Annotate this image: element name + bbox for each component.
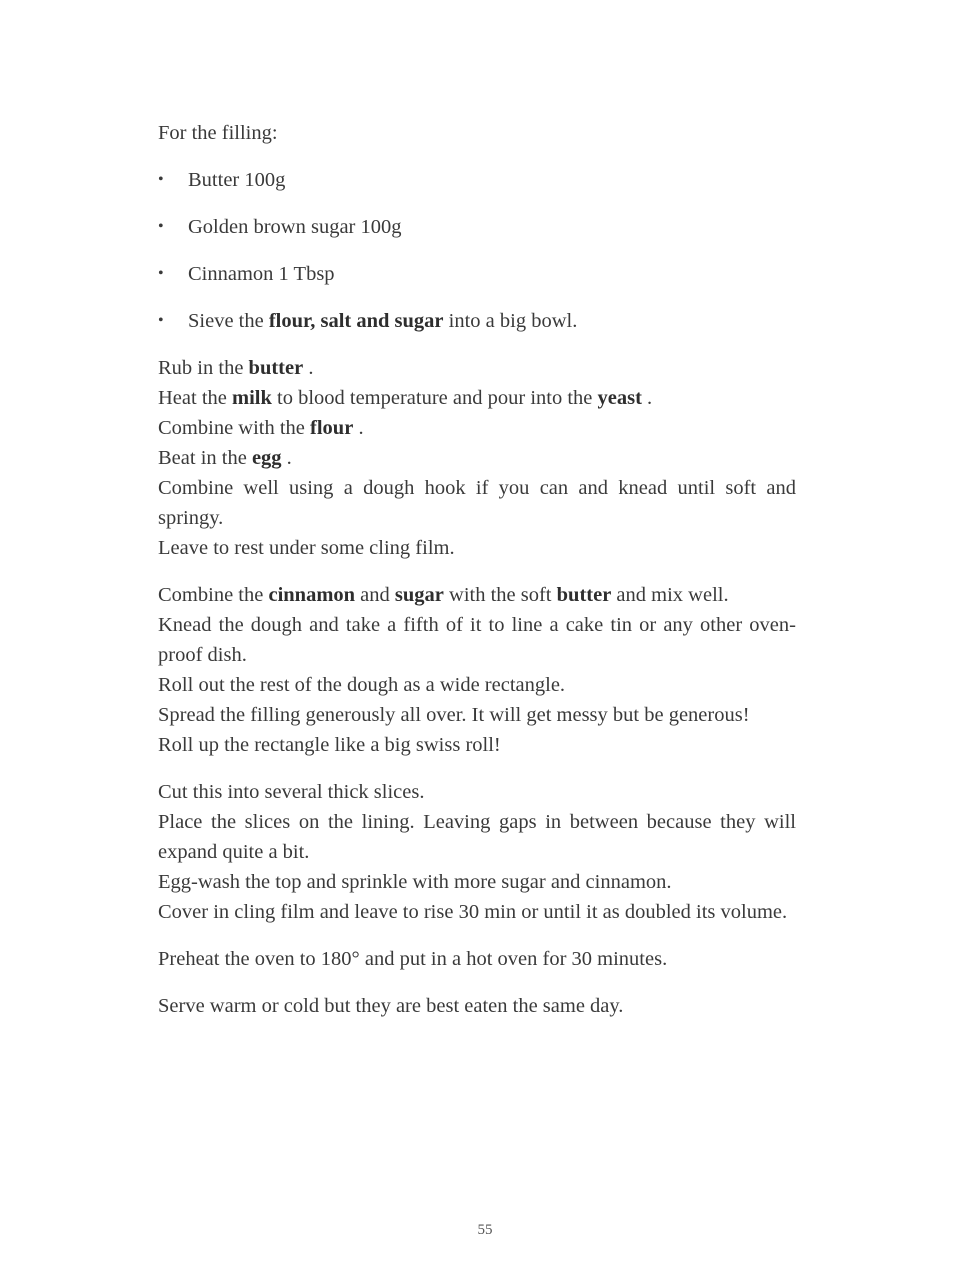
rub-step: Rub in the butter .	[158, 357, 314, 379]
preheat-step: Preheat the oven to 180° and put in a hot oven for 30 minutes.	[158, 948, 668, 970]
page-number: 55	[477, 1222, 493, 1238]
bullet-icon: •	[158, 265, 164, 282]
bullet-icon: •	[158, 171, 164, 188]
spread-step: Spread the filling generously all over. It will get messy but be generous!	[158, 704, 750, 726]
cut-step: Cut this into several thick slices.	[158, 781, 425, 803]
roll-out-step: Roll out the rest of the dough as a wide rectangle.	[158, 674, 566, 696]
list-item: • Cinnamon 1 Tbsp	[158, 259, 796, 289]
list-item: • Butter 100g	[158, 165, 796, 195]
ingredient-list	[158, 165, 796, 336]
dough-instructions	[158, 353, 796, 563]
baking-prep-instructions	[158, 777, 796, 927]
beat-step: Beat in the egg .	[158, 447, 292, 469]
knead-line-step: Knead the dough and take a fifth of it to line a cake tin or any other oven-proof dish.	[158, 614, 796, 666]
combine-filling-step: Combine the cinnamon and sugar with the soft butter and mix well.	[158, 584, 729, 606]
page-body	[158, 118, 796, 1038]
heat-step: Heat the milk to blood temperature and pour into the yeast .	[158, 387, 653, 409]
filling-heading: For the filling:	[158, 122, 278, 144]
bullet-icon: •	[158, 218, 164, 235]
list-item: • Sieve the flour, salt and sugar into a big bowl.	[158, 306, 796, 336]
list-item: • Golden brown sugar 100g	[158, 212, 796, 242]
serve-step: Serve warm or cold but they are best eaten the same day.	[158, 995, 624, 1017]
roll-up-step: Roll up the rectangle like a big swiss roll!	[158, 734, 501, 756]
bullet-icon: •	[158, 312, 164, 329]
place-step: Place the slices on the lining. Leaving gaps in between because they will expand quite a bit.	[158, 811, 796, 863]
rest-step: Leave to rest under some cling film.	[158, 537, 455, 559]
egg-wash-step: Egg-wash the top and sprinkle with more sugar and cinnamon.	[158, 871, 672, 893]
cover-step: Cover in cling film and leave to rise 30 min or until it as doubled its volume.	[158, 901, 788, 923]
knead-soft-step: Combine well using a dough hook if you can and knead until soft and springy.	[158, 477, 796, 529]
combine-flour-step: Combine with the flour .	[158, 417, 364, 439]
filling-instructions	[158, 580, 796, 760]
